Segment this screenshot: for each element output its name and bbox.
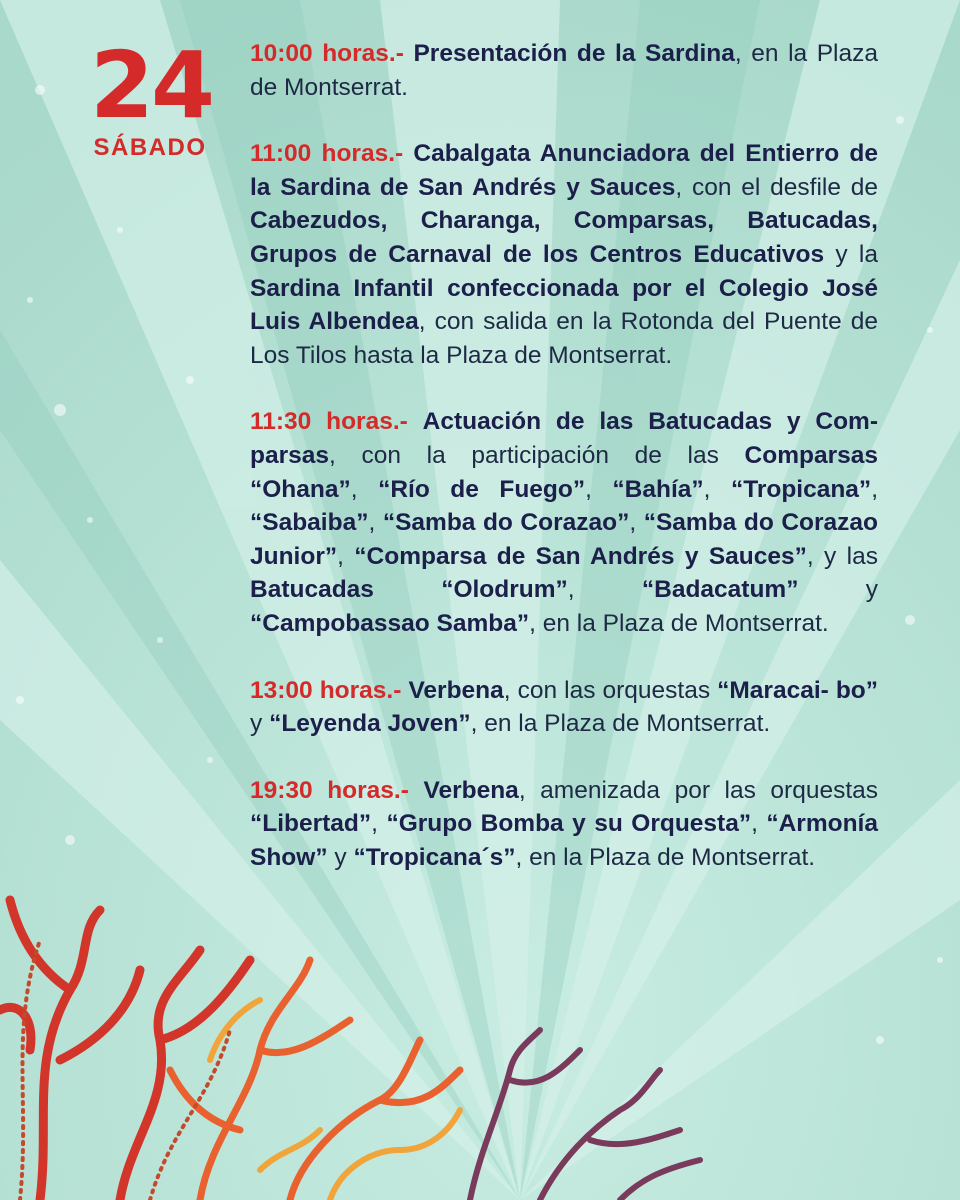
entry-highlight: Batucadas “Olodrum” bbox=[250, 576, 568, 604]
entry-highlight: Presentación de la Sardina bbox=[413, 40, 735, 67]
entry-text: y bbox=[250, 710, 270, 738]
entry-text: , en la Plaza de Montserrat. bbox=[470, 710, 771, 738]
entry-highlight: “Samba do Corazao” bbox=[382, 509, 630, 537]
entry-text: y bbox=[327, 843, 354, 871]
entry-text: , con las orquestas bbox=[503, 676, 718, 704]
entry-highlight: Verbena bbox=[423, 776, 519, 804]
entry-text: , bbox=[337, 542, 355, 570]
entry-text: y bbox=[798, 576, 878, 604]
entry-highlight: “Tropicana” bbox=[730, 475, 872, 503]
entry-text: , bbox=[703, 475, 731, 503]
entry-text bbox=[409, 777, 424, 804]
entry-highlight: “Libertad” bbox=[250, 810, 372, 838]
entry-text: , bbox=[751, 810, 767, 838]
entry-text: , amenizada por las orquestas bbox=[518, 776, 879, 804]
date-number: 24 bbox=[90, 32, 213, 139]
program-entry bbox=[250, 405, 878, 640]
entry-highlight: “Tropicana´s” bbox=[353, 843, 516, 871]
entry-text: , bbox=[567, 576, 642, 604]
program-entry bbox=[250, 774, 878, 875]
entry-text bbox=[403, 140, 413, 167]
entry-highlight: “Maracai- bo” bbox=[717, 676, 879, 704]
entry-highlight: “Samba do Corazao Junior” bbox=[250, 509, 878, 570]
entry-highlight: “Leyenda Joven” bbox=[269, 710, 471, 738]
entry-text: , bbox=[371, 810, 387, 838]
entry-text: , con el desfile de bbox=[675, 173, 878, 201]
entry-text: , con salida en la Rotonda del Puente de Los Tilos hasta la Plaza de Montserrat. bbox=[250, 308, 878, 369]
entry-time: 19:30 horas.- bbox=[250, 776, 409, 804]
entry-highlight: Sardina Infantil confeccionada por el Colegio José Luis Albendea bbox=[250, 274, 878, 336]
entry-time: 13:00 horas.- bbox=[250, 676, 402, 704]
program-entry bbox=[250, 37, 878, 104]
entry-time: 11:00 horas.- bbox=[250, 140, 404, 168]
entry-highlight: “Río de Fuego” bbox=[378, 475, 586, 503]
entry-text: , bbox=[629, 509, 644, 537]
entry-text bbox=[408, 408, 423, 435]
entry-text: , con la participación de las bbox=[329, 441, 745, 469]
entry-highlight: “Bahía” bbox=[612, 475, 704, 503]
entry-text: , bbox=[585, 475, 613, 503]
event-program bbox=[250, 37, 878, 907]
entry-text: , bbox=[871, 475, 878, 503]
entry-highlight: Verbena bbox=[408, 676, 504, 704]
entry-time: 10:00 horas.- bbox=[250, 40, 404, 67]
entry-highlight: “Grupo Bomba y su Orquesta” bbox=[386, 810, 752, 838]
entry-text: , bbox=[368, 509, 383, 537]
entry-text: , en la Plaza de Montserrat. bbox=[529, 609, 829, 637]
entry-highlight: Comparsas “Ohana” bbox=[250, 441, 878, 503]
entry-highlight: “Campobassao Samba” bbox=[250, 609, 530, 637]
entry-highlight: Cabalgata Anunciadora del Entierro de la Sardina de San Andrés y Sauces bbox=[250, 140, 878, 201]
date-block bbox=[90, 32, 213, 161]
entry-text: y la bbox=[824, 240, 878, 268]
entry-text: , en la Plaza de Montserrat. bbox=[250, 40, 878, 101]
date-weekday: SÁBADO bbox=[93, 134, 207, 161]
program-entry bbox=[250, 674, 878, 741]
entry-text: , y las bbox=[806, 542, 878, 570]
entry-time: 11:30 horas.- bbox=[250, 408, 408, 436]
entry-text: , bbox=[350, 475, 379, 503]
entry-highlight: “Sabaiba” bbox=[250, 509, 369, 537]
entry-highlight: Actuación de las Batucadas y Comparsas bbox=[250, 408, 878, 469]
entry-text: , en la Plaza de Montserrat. bbox=[515, 843, 816, 871]
entry-highlight: “Comparsa de San Andrés y Sauces” bbox=[354, 542, 807, 570]
entry-highlight: “Armonía Show” bbox=[250, 810, 878, 871]
entry-highlight: “Badacatum” bbox=[641, 576, 799, 604]
program-entry bbox=[250, 137, 878, 372]
entry-highlight: Cabezudos, Charanga, Comparsas, Batucadas, Grupos de Carnaval de los Centros Educativos bbox=[250, 207, 878, 268]
